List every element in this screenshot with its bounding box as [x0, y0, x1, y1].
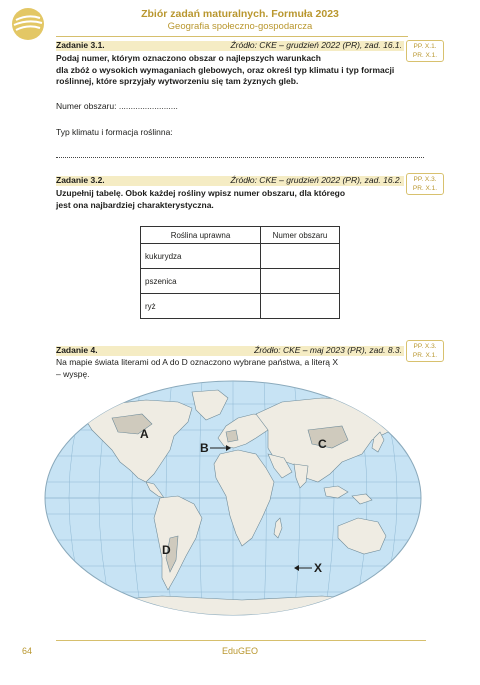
- crop-name: ryż: [141, 294, 261, 319]
- map-label-x: X: [314, 561, 323, 575]
- tag-line: PR. X.1.: [412, 185, 438, 192]
- instruction-line: roślinnej, które sprzyjały wytworzeniu się tam żyznych gleb.: [56, 76, 299, 86]
- instruction-line: jest ona najbardziej charakterystyczna.: [56, 199, 214, 210]
- requirements-tag: [406, 340, 444, 362]
- requirements-tag: [406, 173, 444, 195]
- table-header-crop: Roślina uprawna: [141, 227, 261, 244]
- instruction-line: Podaj numer, którym oznaczono obszar o najlepszych warunkach: [56, 53, 321, 63]
- footer-brand: EduGEO: [221, 646, 259, 656]
- map-label-c: C: [318, 437, 327, 451]
- answer-cell[interactable]: [261, 294, 340, 319]
- map-label-d: D: [162, 543, 171, 557]
- header-divider: [56, 36, 408, 37]
- answer-line[interactable]: [56, 157, 424, 158]
- table-header-number: Numer obszaru: [261, 227, 340, 244]
- task-source: Źródło: CKE – grudzień 2022 (PR), zad. 16.1.: [230, 40, 402, 50]
- task-label: Zadanie 3.1.: [56, 40, 105, 50]
- crop-name: kukurydza: [141, 244, 261, 269]
- task-source: Źródło: CKE – grudzień 2022 (PR), zad. 16.2.: [230, 175, 402, 185]
- task-label: Zadanie 4.: [56, 345, 98, 355]
- answer-cell[interactable]: [261, 244, 340, 269]
- requirements-tag: [406, 40, 444, 62]
- country-b-highlight: [226, 430, 238, 442]
- task-label: Zadanie 3.2.: [56, 175, 105, 185]
- task-source: Źródło: CKE – maj 2023 (PR), zad. 8.3.: [254, 345, 402, 355]
- task-3-1-bar: [56, 41, 404, 51]
- crop-name: pszenica: [141, 269, 261, 294]
- answer-field-number[interactable]: Numer obszaru: .........................: [56, 101, 178, 111]
- instruction-line: dla zbóż o wysokich wymaganiach glebowych, oraz określ typ klimatu i typ formacji: [56, 64, 395, 75]
- instruction-line: – wyspę.: [56, 368, 90, 379]
- task-4-bar: [56, 346, 404, 356]
- table-row: [141, 294, 340, 319]
- table-row: [141, 244, 340, 269]
- world-map: [42, 378, 424, 618]
- table-header-row: [141, 227, 340, 244]
- tag-line: PP. X.3.: [413, 176, 437, 183]
- header-subtitle: Geografia społeczno-gospodarcza: [167, 21, 313, 32]
- page-number: 64: [22, 646, 33, 656]
- header-title: Zbiór zadań maturalnych. Formuła 2023: [141, 8, 339, 20]
- map-label-a: A: [140, 427, 149, 441]
- tag-line: PR. X.1.: [412, 352, 438, 359]
- tag-line: PR. X.1.: [412, 52, 438, 59]
- map-label-b: B: [200, 441, 209, 455]
- task-instruction: [56, 357, 338, 380]
- task-instruction: [56, 53, 394, 88]
- instruction-line: Uzupełnij tabelę. Obok każdej rośliny wpisz numer obszaru, dla którego: [56, 188, 346, 198]
- task-3-2-bar: [56, 176, 404, 186]
- crop-table: [140, 226, 340, 319]
- table-row: [141, 269, 340, 294]
- tag-line: PP. X.1.: [413, 43, 437, 50]
- task-instruction: [56, 188, 345, 211]
- tag-line: PP. X.3.: [413, 343, 437, 350]
- answer-cell[interactable]: [261, 269, 340, 294]
- instruction-line: Na mapie świata literami od A do D oznaczono wybrane państwa, a literą X: [56, 357, 339, 367]
- footer-divider: [56, 640, 426, 641]
- answer-field-climate-label: Typ klimatu i formacja roślinna:: [56, 127, 173, 137]
